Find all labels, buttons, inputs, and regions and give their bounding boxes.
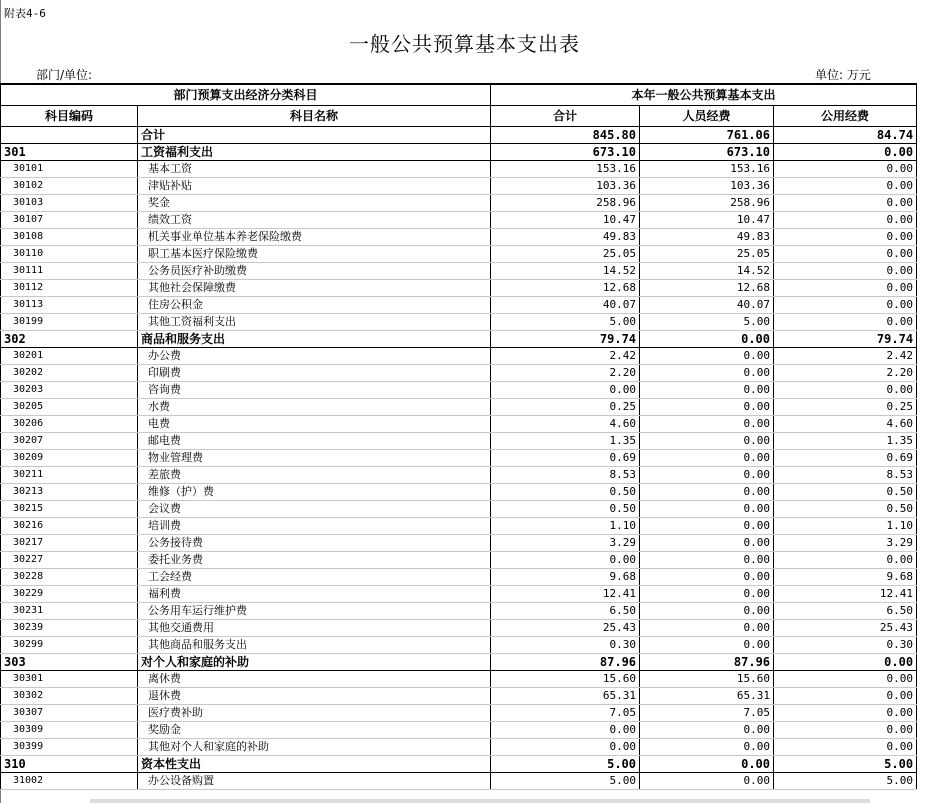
amount-personnel: 0.00 — [640, 399, 774, 416]
amount-total: 9.68 — [491, 569, 640, 586]
amount-personnel: 0.00 — [640, 450, 774, 467]
table-row — [1, 569, 917, 586]
subject-name: 办公设备购置 — [138, 773, 491, 790]
amount-public: 9.68 — [774, 569, 917, 586]
amount-total: 0.00 — [491, 552, 640, 569]
amount-personnel: 0.00 — [640, 484, 774, 501]
subject-code: 30217 — [1, 535, 138, 552]
amount-public: 0.00 — [774, 297, 917, 314]
subject-name: 印刷费 — [138, 365, 491, 382]
table-row — [1, 348, 917, 365]
amount-personnel: 153.16 — [640, 161, 774, 178]
amount-total: 0.25 — [491, 399, 640, 416]
amount-personnel: 25.05 — [640, 246, 774, 263]
total-public: 84.74 — [774, 127, 917, 144]
total-row — [1, 127, 917, 144]
amount-public: 0.50 — [774, 501, 917, 518]
subject-code: 30227 — [1, 552, 138, 569]
amount-total: 5.00 — [491, 773, 640, 790]
table-row — [1, 620, 917, 637]
table-row — [1, 467, 917, 484]
amount-total: 0.00 — [491, 722, 640, 739]
subject-code: 303 — [1, 654, 138, 671]
category-row — [1, 654, 917, 671]
header-subject-name: 科目名称 — [138, 106, 491, 127]
amount-total: 25.05 — [491, 246, 640, 263]
amount-total: 15.60 — [491, 671, 640, 688]
amount-personnel: 12.68 — [640, 280, 774, 297]
subject-name: 资本性支出 — [138, 756, 491, 773]
subject-name: 机关事业单位基本养老保险缴费 — [138, 229, 491, 246]
subject-code: 30239 — [1, 620, 138, 637]
amount-public: 1.10 — [774, 518, 917, 535]
amount-total: 87.96 — [491, 654, 640, 671]
table-row — [1, 501, 917, 518]
subject-code: 30108 — [1, 229, 138, 246]
amount-personnel: 0.00 — [640, 586, 774, 603]
amount-total: 0.50 — [491, 484, 640, 501]
subject-name: 职工基本医疗保险缴费 — [138, 246, 491, 263]
amount-public: 5.00 — [774, 773, 917, 790]
subject-name: 基本工资 — [138, 161, 491, 178]
amount-total: 0.30 — [491, 637, 640, 654]
subject-code: 30205 — [1, 399, 138, 416]
amount-total: 79.74 — [491, 331, 640, 348]
header-subject-code: 科目编码 — [1, 106, 138, 127]
table-row — [1, 688, 917, 705]
table-row — [1, 195, 917, 212]
table-row — [1, 671, 917, 688]
amount-public: 0.25 — [774, 399, 917, 416]
subject-code: 30113 — [1, 297, 138, 314]
page-title: 一般公共预算基本支出表 — [349, 32, 580, 56]
amount-public: 0.00 — [774, 382, 917, 399]
amount-total: 2.20 — [491, 365, 640, 382]
subject-name: 公务用车运行维护费 — [138, 603, 491, 620]
subject-name: 奖励金 — [138, 722, 491, 739]
amount-personnel: 0.00 — [640, 569, 774, 586]
subject-code: 30203 — [1, 382, 138, 399]
table-row — [1, 739, 917, 756]
subject-name: 对个人和家庭的补助 — [138, 654, 491, 671]
table-row — [1, 773, 917, 790]
table-row — [1, 586, 917, 603]
subject-code: 310 — [1, 756, 138, 773]
subject-code: 302 — [1, 331, 138, 348]
subject-name: 其他社会保障缴费 — [138, 280, 491, 297]
subject-code: 30207 — [1, 433, 138, 450]
amount-public: 0.00 — [774, 314, 917, 331]
subject-code: 30211 — [1, 467, 138, 484]
amount-public: 12.41 — [774, 586, 917, 603]
amount-personnel: 0.00 — [640, 467, 774, 484]
amount-public: 0.00 — [774, 246, 917, 263]
table-row — [1, 552, 917, 569]
header-public: 公用经费 — [774, 106, 917, 127]
subject-code: 30228 — [1, 569, 138, 586]
amount-public: 0.30 — [774, 637, 917, 654]
subject-name: 其他工资福利支出 — [138, 314, 491, 331]
amount-personnel: 0.00 — [640, 365, 774, 382]
amount-personnel: 673.10 — [640, 144, 774, 161]
amount-public: 5.00 — [774, 756, 917, 773]
amount-total: 14.52 — [491, 263, 640, 280]
amount-total: 0.50 — [491, 501, 640, 518]
amount-personnel: 0.00 — [640, 603, 774, 620]
subject-name: 办公费 — [138, 348, 491, 365]
subject-code: 30209 — [1, 450, 138, 467]
amount-total: 12.68 — [491, 280, 640, 297]
subject-code: 30111 — [1, 263, 138, 280]
subject-name: 公务员医疗补助缴费 — [138, 263, 491, 280]
table-row — [1, 722, 917, 739]
amount-total: 7.05 — [491, 705, 640, 722]
amount-personnel: 0.00 — [640, 433, 774, 450]
subject-code: 30231 — [1, 603, 138, 620]
subject-code: 30201 — [1, 348, 138, 365]
subject-name: 退休费 — [138, 688, 491, 705]
subject-name: 其他交通费用 — [138, 620, 491, 637]
subject-name: 培训费 — [138, 518, 491, 535]
amount-public: 2.42 — [774, 348, 917, 365]
subject-code: 30103 — [1, 195, 138, 212]
table-row — [1, 246, 917, 263]
table-row — [1, 212, 917, 229]
amount-public: 4.60 — [774, 416, 917, 433]
subject-code: 30302 — [1, 688, 138, 705]
table-row — [1, 603, 917, 620]
amount-total: 65.31 — [491, 688, 640, 705]
subject-name: 奖金 — [138, 195, 491, 212]
subject-name: 商品和服务支出 — [138, 331, 491, 348]
table-row — [1, 484, 917, 501]
amount-public: 0.00 — [774, 212, 917, 229]
amount-personnel: 0.00 — [640, 620, 774, 637]
table-row — [1, 399, 917, 416]
expenditure-table — [0, 83, 917, 790]
amount-public: 0.00 — [774, 263, 917, 280]
amount-public: 0.00 — [774, 161, 917, 178]
subject-code: 30112 — [1, 280, 138, 297]
amount-public: 25.43 — [774, 620, 917, 637]
horizontal-scrollbar[interactable] — [90, 799, 870, 803]
amount-total: 10.47 — [491, 212, 640, 229]
amount-total: 1.35 — [491, 433, 640, 450]
amount-personnel: 40.07 — [640, 297, 774, 314]
amount-personnel: 65.31 — [640, 688, 774, 705]
subject-code: 30110 — [1, 246, 138, 263]
table-row — [1, 637, 917, 654]
amount-personnel: 0.00 — [640, 535, 774, 552]
table-row — [1, 450, 917, 467]
amount-total: 3.29 — [491, 535, 640, 552]
table-row — [1, 382, 917, 399]
subject-code: 30216 — [1, 518, 138, 535]
subject-code: 30206 — [1, 416, 138, 433]
amount-total: 4.60 — [491, 416, 640, 433]
amount-total: 0.00 — [491, 739, 640, 756]
amount-personnel: 0.00 — [640, 501, 774, 518]
table-row — [1, 433, 917, 450]
subject-code: 30307 — [1, 705, 138, 722]
amount-public: 79.74 — [774, 331, 917, 348]
total-label: 合计 — [138, 127, 491, 144]
table-row — [1, 314, 917, 331]
amount-total: 5.00 — [491, 756, 640, 773]
subject-name: 邮电费 — [138, 433, 491, 450]
amount-personnel: 87.96 — [640, 654, 774, 671]
table-row — [1, 161, 917, 178]
subject-code: 30299 — [1, 637, 138, 654]
amount-public: 0.00 — [774, 688, 917, 705]
amount-total: 0.69 — [491, 450, 640, 467]
amount-personnel: 14.52 — [640, 263, 774, 280]
subject-name: 咨询费 — [138, 382, 491, 399]
table-row — [1, 229, 917, 246]
subject-name: 津贴补贴 — [138, 178, 491, 195]
amount-personnel: 0.00 — [640, 348, 774, 365]
subject-name: 其他商品和服务支出 — [138, 637, 491, 654]
subject-name: 其他对个人和家庭的补助 — [138, 739, 491, 756]
amount-public: 0.69 — [774, 450, 917, 467]
amount-public: 0.00 — [774, 229, 917, 246]
subject-code: 30107 — [1, 212, 138, 229]
subject-name: 福利费 — [138, 586, 491, 603]
amount-personnel: 15.60 — [640, 671, 774, 688]
amount-public: 0.00 — [774, 280, 917, 297]
amount-public: 0.00 — [774, 195, 917, 212]
amount-total: 25.43 — [491, 620, 640, 637]
header-economic-classification: 部门预算支出经济分类科目 — [1, 84, 491, 106]
subject-name: 医疗费补助 — [138, 705, 491, 722]
subject-code: 30202 — [1, 365, 138, 382]
table-row — [1, 416, 917, 433]
subject-code: 30213 — [1, 484, 138, 501]
subject-name: 电费 — [138, 416, 491, 433]
amount-total: 5.00 — [491, 314, 640, 331]
amount-public: 0.00 — [774, 739, 917, 756]
amount-personnel: 0.00 — [640, 739, 774, 756]
amount-total: 8.53 — [491, 467, 640, 484]
amount-public: 0.00 — [774, 705, 917, 722]
subject-name: 公务接待费 — [138, 535, 491, 552]
amount-total: 153.16 — [491, 161, 640, 178]
header-column-row — [1, 106, 917, 127]
amount-total: 258.96 — [491, 195, 640, 212]
table-row — [1, 535, 917, 552]
amount-total: 2.42 — [491, 348, 640, 365]
subject-name: 工资福利支出 — [138, 144, 491, 161]
amount-public: 0.00 — [774, 552, 917, 569]
amount-public: 2.20 — [774, 365, 917, 382]
amount-total: 1.10 — [491, 518, 640, 535]
amount-personnel: 258.96 — [640, 195, 774, 212]
amount-public: 1.35 — [774, 433, 917, 450]
subject-code: 30101 — [1, 161, 138, 178]
subject-name: 工会经费 — [138, 569, 491, 586]
subject-code: 30199 — [1, 314, 138, 331]
amount-public: 8.53 — [774, 467, 917, 484]
appendix-label: 附表4-6 — [4, 7, 46, 20]
subject-code: 30229 — [1, 586, 138, 603]
amount-personnel: 103.36 — [640, 178, 774, 195]
amount-personnel: 49.83 — [640, 229, 774, 246]
amount-personnel: 0.00 — [640, 552, 774, 569]
amount-total: 49.83 — [491, 229, 640, 246]
subject-name: 水费 — [138, 399, 491, 416]
amount-total: 40.07 — [491, 297, 640, 314]
subject-name: 绩效工资 — [138, 212, 491, 229]
amount-personnel: 10.47 — [640, 212, 774, 229]
amount-total: 673.10 — [491, 144, 640, 161]
amount-public: 0.00 — [774, 144, 917, 161]
amount-public: 0.00 — [774, 178, 917, 195]
amount-public: 0.00 — [774, 722, 917, 739]
subject-code: 30215 — [1, 501, 138, 518]
category-row — [1, 331, 917, 348]
table-row — [1, 365, 917, 382]
subject-name: 会议费 — [138, 501, 491, 518]
amount-public: 0.50 — [774, 484, 917, 501]
amount-personnel: 0.00 — [640, 756, 774, 773]
amount-total: 12.41 — [491, 586, 640, 603]
table-row — [1, 705, 917, 722]
unit-label: 单位: 万元 — [815, 68, 871, 82]
table-row — [1, 263, 917, 280]
total-code-cell — [1, 127, 138, 144]
header-total: 合计 — [491, 106, 640, 127]
amount-personnel: 0.00 — [640, 331, 774, 348]
amount-total: 103.36 — [491, 178, 640, 195]
subject-name: 住房公积金 — [138, 297, 491, 314]
header-group-row — [1, 84, 917, 106]
subject-code: 31002 — [1, 773, 138, 790]
subject-name: 离休费 — [138, 671, 491, 688]
amount-personnel: 0.00 — [640, 382, 774, 399]
total-amount: 845.80 — [491, 127, 640, 144]
category-row — [1, 144, 917, 161]
amount-total: 0.00 — [491, 382, 640, 399]
department-label: 部门/单位: — [36, 68, 93, 82]
amount-personnel: 0.00 — [640, 518, 774, 535]
amount-public: 6.50 — [774, 603, 917, 620]
amount-public: 0.00 — [774, 671, 917, 688]
amount-personnel: 7.05 — [640, 705, 774, 722]
subject-code: 30309 — [1, 722, 138, 739]
header-personnel: 人员经费 — [640, 106, 774, 127]
amount-personnel: 0.00 — [640, 722, 774, 739]
table-row — [1, 518, 917, 535]
amount-personnel: 0.00 — [640, 416, 774, 433]
amount-public: 3.29 — [774, 535, 917, 552]
subject-code: 301 — [1, 144, 138, 161]
table-row — [1, 280, 917, 297]
amount-personnel: 0.00 — [640, 637, 774, 654]
header-basic-expenditure: 本年一般公共预算基本支出 — [491, 84, 917, 106]
table-row — [1, 178, 917, 195]
subject-code: 30301 — [1, 671, 138, 688]
category-row — [1, 756, 917, 773]
table-row — [1, 297, 917, 314]
subject-name: 物业管理费 — [138, 450, 491, 467]
subject-code: 30102 — [1, 178, 138, 195]
subject-name: 维修（护）费 — [138, 484, 491, 501]
amount-total: 6.50 — [491, 603, 640, 620]
subject-code: 30399 — [1, 739, 138, 756]
amount-personnel: 0.00 — [640, 773, 774, 790]
amount-personnel: 5.00 — [640, 314, 774, 331]
subject-name: 差旅费 — [138, 467, 491, 484]
subject-name: 委托业务费 — [138, 552, 491, 569]
amount-public: 0.00 — [774, 654, 917, 671]
total-personnel: 761.06 — [640, 127, 774, 144]
